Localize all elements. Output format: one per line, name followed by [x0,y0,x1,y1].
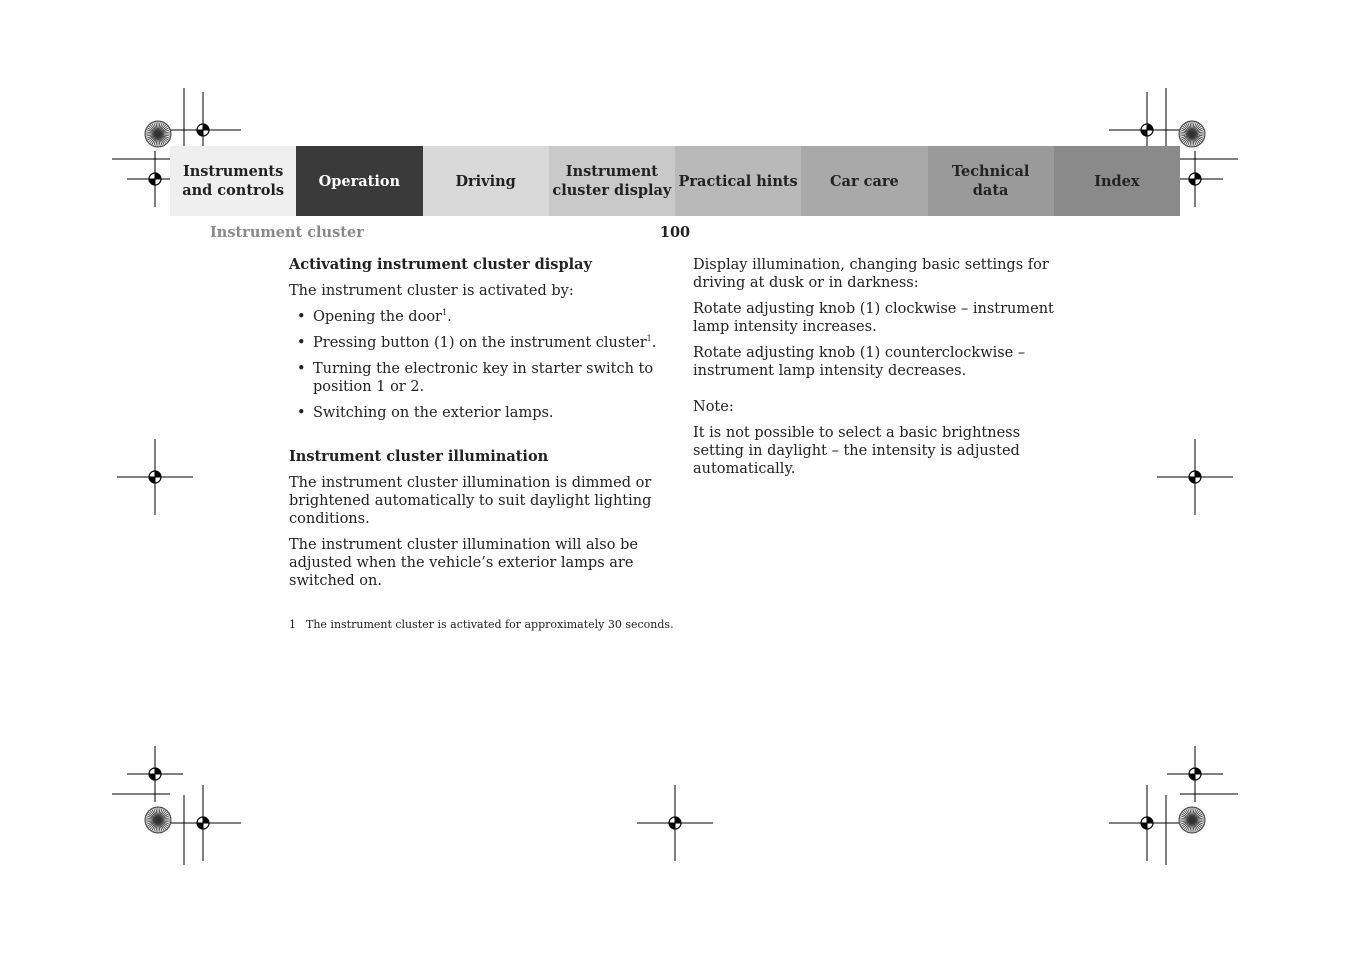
registration-crosshair [149,477,155,483]
registration-crosshair [1195,471,1201,477]
heading-activating: Activating instrument cluster display [289,256,592,273]
footnote-text: The instrument cluster is activated for approximately 30 seconds. [306,618,674,631]
list-item: • Turning the electronic key in starter switch to position 1 or 2. [313,360,659,396]
tab-instruments-and-controls[interactable]: Instruments and controls [170,146,296,216]
display-illumination-para: Display illumination, changing basic settings for driving at dusk or in darkness: [693,257,1049,291]
registration-crosshair [669,823,675,829]
tab-driving[interactable]: Driving [423,146,549,216]
list-item: • Switching on the exterior lamps. [313,404,659,422]
registration-crosshair [203,124,209,130]
registration-crosshair [1195,768,1201,774]
footnote-ref: 1 [442,308,448,318]
registration-crosshair [1141,130,1147,136]
footnote-ref: 1 [646,334,652,344]
note-text: It is not possible to select a basic brightness setting in daylight – the intensity is adjusted automatically. [693,425,1021,477]
registration-crosshair [1195,173,1201,179]
intro-text: The instrument cluster is activated by: [289,283,574,299]
illumination-para-1: The instrument cluster illumination is dimmed or brightened automatically to suit daylight lighting conditions. [289,475,652,527]
chapter-tab-bar [170,146,1180,216]
left-column [289,256,659,598]
footnote [289,618,674,631]
tab-technical-data[interactable]: Technical data [928,146,1054,216]
page-number: 100 [659,224,691,241]
footnote-mark: 1 [289,618,296,631]
registration-crosshair [675,817,681,823]
registration-crosshair [155,768,161,774]
heading-illumination: Instrument cluster illumination [289,448,549,465]
tab-car-care[interactable]: Car care [801,146,927,216]
registration-crosshair [155,173,161,179]
clockwise-para: Rotate adjusting knob (1) clockwise – instrument lamp intensity increases. [693,301,1054,335]
registration-crosshair [203,817,209,823]
section-title: Instrument cluster [210,224,364,241]
list-item: • Opening the door$^1$. [313,308,659,326]
illumination-para-2: The instrument cluster illumination will also be adjusted when the vehicle’s exterior lamps are switched on. [289,537,638,589]
registration-crosshair [1141,823,1147,829]
tab-instrument-cluster-display[interactable]: Instrument cluster display [549,146,675,216]
note-label: Note: [693,399,734,415]
registration-crosshair [1147,817,1153,823]
registration-crosshair [197,823,203,829]
right-column [693,256,1063,486]
counterclockwise-para: Rotate adjusting knob (1) counterclockwise – instrument lamp intensity decreases. [693,345,1026,379]
registration-crosshair [155,471,161,477]
registration-crosshair [149,774,155,780]
registration-crosshair [197,130,203,136]
registration-crosshair [1189,477,1195,483]
list-item: • Pressing button (1) on the instrument cluster$^1$. [313,334,659,352]
tab-index[interactable]: Index [1054,146,1180,216]
tab-practical-hints[interactable]: Practical hints [675,146,801,216]
registration-crosshair [1189,179,1195,185]
registration-crosshair [1147,124,1153,130]
tab-operation[interactable]: Operation [296,146,422,216]
activation-list [289,308,659,422]
registration-crosshair [1189,774,1195,780]
registration-crosshair [149,179,155,185]
